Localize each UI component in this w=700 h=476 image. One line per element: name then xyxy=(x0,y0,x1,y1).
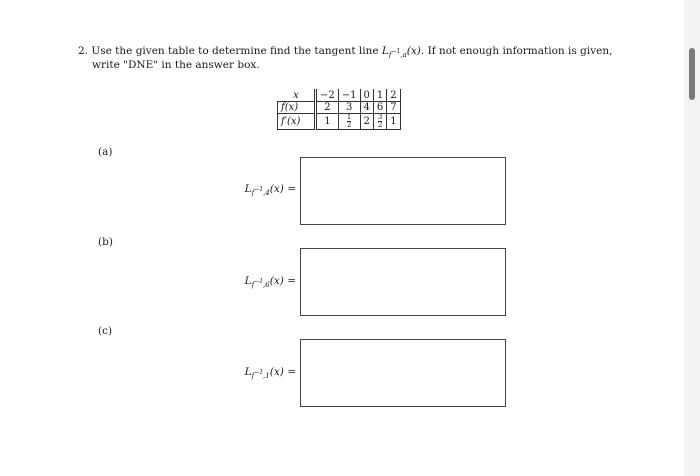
part-a-label: (a) xyxy=(98,146,113,158)
table-header-f: f(x) xyxy=(278,102,316,114)
table-cell: −2 xyxy=(316,90,339,102)
problem-statement xyxy=(78,45,638,72)
answer-box-b[interactable] xyxy=(300,248,506,316)
answer-box-a[interactable] xyxy=(300,157,506,225)
table-cell: −1 xyxy=(338,90,360,102)
table-header-x: x xyxy=(278,90,316,102)
problem-number: 2. xyxy=(78,45,89,57)
problem-text-b: . If not enough information is given, xyxy=(420,45,613,57)
scrollbar[interactable] xyxy=(686,0,700,476)
fraction: $\frac{3}{2}$ xyxy=(377,113,383,129)
part-c-expression: $L_{f-1,1}(x)$ = xyxy=(244,366,296,380)
part-b-expression: $L_{f-1,6}(x)$ = xyxy=(244,275,296,289)
problem-text-a: Use the given table to determine find the tangent line xyxy=(91,45,382,57)
table-row-f xyxy=(278,102,401,114)
table-cell: 4 xyxy=(360,102,373,114)
answer-box-c[interactable] xyxy=(300,339,506,407)
table-cell: 1 xyxy=(387,114,400,130)
table-cell: 6 xyxy=(373,102,386,114)
table-cell xyxy=(373,114,386,130)
table-cell: 0 xyxy=(360,90,373,102)
table-row-x xyxy=(278,90,401,102)
part-c-label: (c) xyxy=(98,325,113,337)
table-header-fprime: f′(x) xyxy=(278,114,316,130)
table-cell: 2 xyxy=(360,114,373,130)
part-a-expression: $L_{f-1,4}(x)$ = xyxy=(244,183,296,197)
table-cell: 7 xyxy=(387,102,400,114)
table-cell: 1 xyxy=(373,90,386,102)
function-values-table xyxy=(277,89,401,130)
fraction: $\frac{1}{2}$ xyxy=(346,113,352,129)
table-cell xyxy=(338,114,360,130)
problem-line-2: write "DNE" in the answer box. xyxy=(92,59,260,71)
table-row-fprime xyxy=(278,114,401,130)
tangent-line-symbol: $L_{f-1,a}(x)$ xyxy=(381,45,421,59)
table-cell: 1 xyxy=(316,114,339,130)
table-cell: 2 xyxy=(387,90,400,102)
scrollbar-thumb[interactable] xyxy=(689,48,695,100)
problem-line-1 xyxy=(78,45,638,59)
table-cell: 3 xyxy=(338,102,360,114)
table-cell: 2 xyxy=(316,102,339,114)
part-b-label: (b) xyxy=(98,236,113,248)
